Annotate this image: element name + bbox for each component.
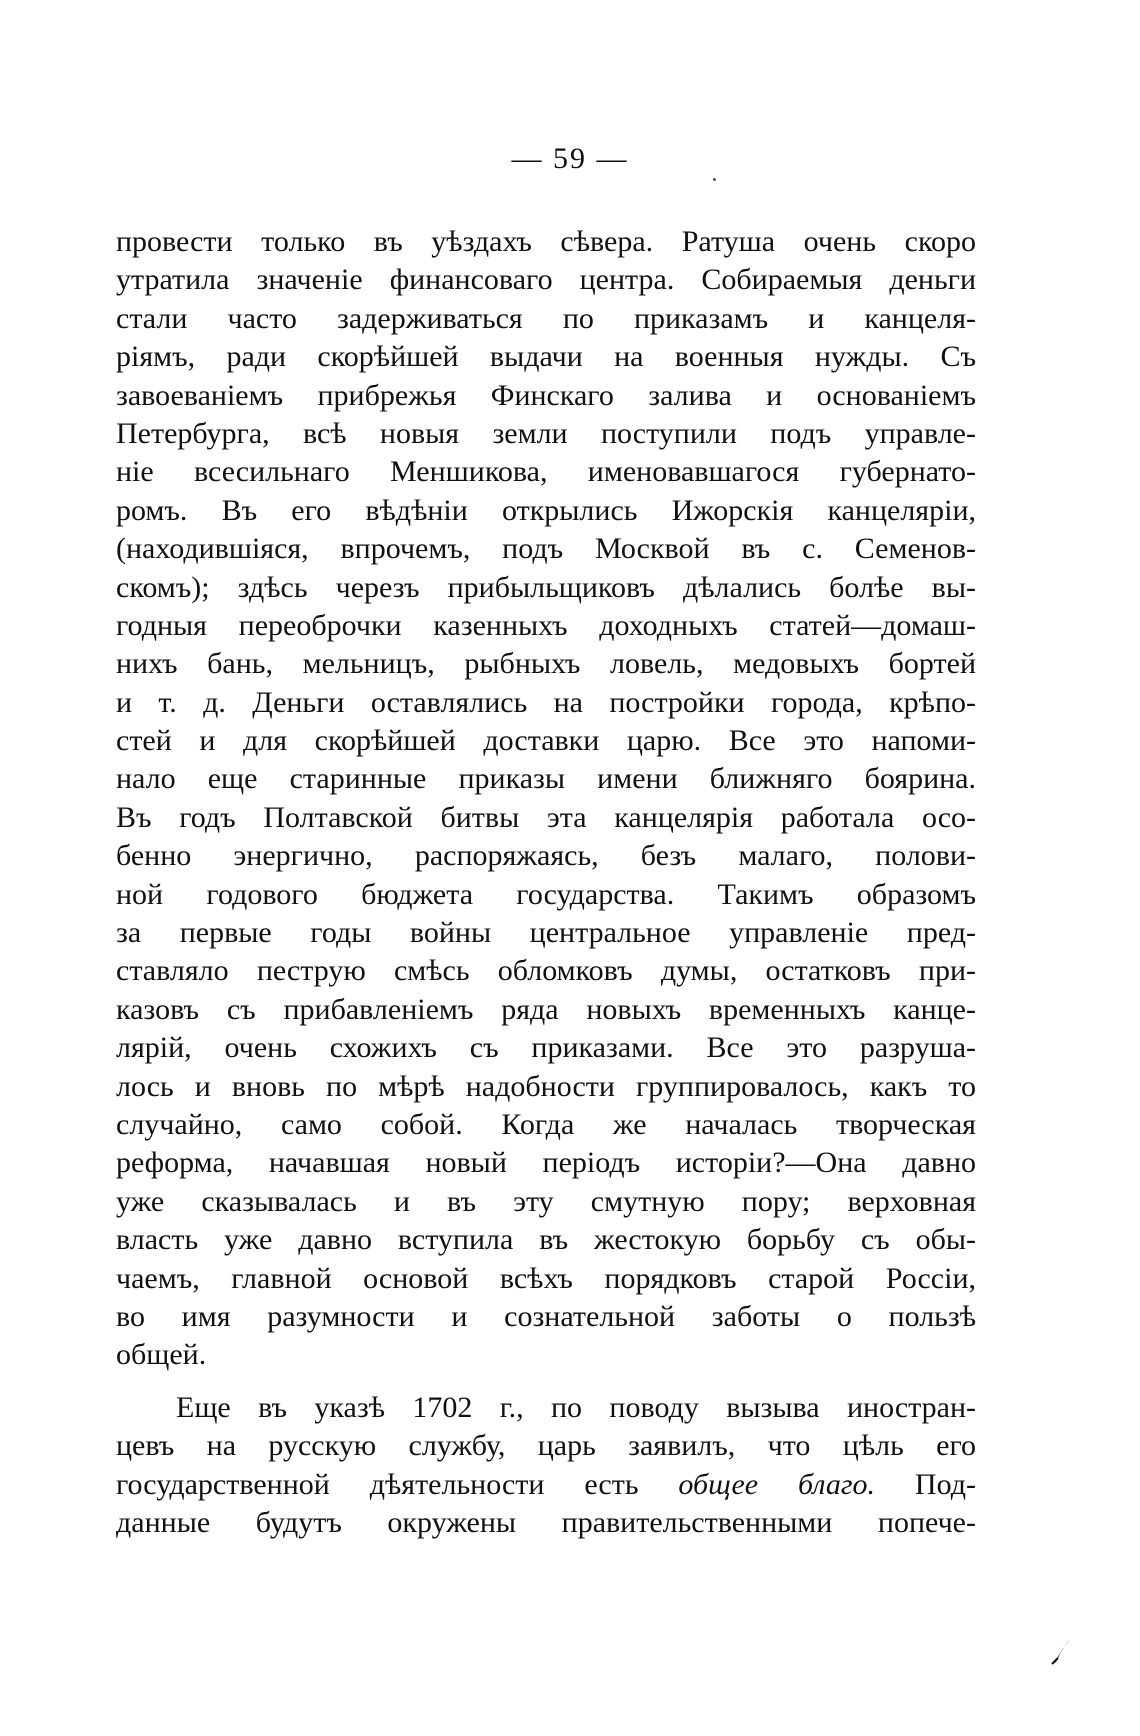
text-line: Петербурга, всѣ новыя земли поступили подъ управле- <box>116 416 976 450</box>
text-line: скомъ); здѣсь черезъ прибыльщиковъ дѣлались болѣе вы- <box>116 570 976 604</box>
text-line: ставляло пеструю смѣсь обломковъ думы, остатковъ при- <box>116 954 976 988</box>
text-line: годныя переоброчки казенныхъ доходныхъ статей—домаш- <box>116 608 976 642</box>
text-line: общей. <box>116 1338 207 1372</box>
text-line: Въ годъ Полтавской битвы эта канцелярія работала осо- <box>116 800 976 834</box>
text-line: цевъ на русскую службу, царь заявилъ, что цѣль его <box>116 1429 976 1463</box>
paragraph-1 <box>116 223 976 1375</box>
text-line: ромъ. Въ его вѣдѣніи открылись Ижорскія канцеляріи, <box>116 493 976 527</box>
text-line: казовъ съ прибавленіемъ ряда новыхъ временныхъ канце- <box>116 992 976 1026</box>
text-line: провести только въ уѣздахъ сѣвера. Ратуша очень скоро <box>116 225 976 258</box>
paragraph-gap <box>116 1375 976 1389</box>
speck-mark <box>713 178 716 181</box>
paragraph-2 <box>116 1389 976 1543</box>
pen-mark-icon <box>1050 1636 1072 1666</box>
body-text <box>116 223 976 1542</box>
text-line: уже сказывалась и въ эту смутную пору; верховная <box>116 1184 976 1218</box>
text-line: власть уже давно вступила въ жестокую борьбу съ обы- <box>116 1223 976 1257</box>
text-line: нало еще старинные приказы имени ближняго боярина. <box>116 762 976 796</box>
text-line: случайно, само собой. Когда же началась творческая <box>116 1107 976 1141</box>
text-line: лярій, очень схожихъ съ приказами. Все это разруша- <box>116 1031 976 1065</box>
text-line: бенно энергично, распоряжаясь, безъ малаго, полови- <box>116 839 976 873</box>
text-line <box>116 1466 976 1504</box>
text-line: лось и вновь по мѣрѣ надобности группировалось, какъ то <box>116 1069 976 1103</box>
text-line: ріямъ, ради скорѣйшей выдачи на военныя нужды. Съ <box>116 340 976 374</box>
text-line: завоеваніемъ прибрежья Финскаго залива и основаніемъ <box>116 378 976 412</box>
italic-phrase: общее благо. <box>678 1467 876 1501</box>
text-line: стей и для скорѣйшей доставки царю. Все это напоми- <box>116 724 976 758</box>
text-line: утратила значеніе финансоваго центра. Собираемыя деньги <box>116 263 976 297</box>
text-span: государственной дѣятельности есть <box>116 1467 679 1501</box>
text-line: ніе всесильнаго Меншикова, именовавшагося губернато- <box>116 455 976 489</box>
text-line: ной годового бюджета государства. Такимъ образомъ <box>116 877 976 911</box>
text-span: Под- <box>875 1467 976 1501</box>
text-line: чаемъ, главной основой всѣхъ порядковъ старой Россіи, <box>116 1261 976 1295</box>
text-line: и т. д. Деньги оставлялись на постройки города, крѣпо- <box>116 685 976 719</box>
text-line: во имя разумности и сознательной заботы о пользѣ <box>116 1299 976 1333</box>
text-line: реформа, начавшая новый періодъ исторіи?—Она давно <box>116 1146 976 1180</box>
text-line: нихъ бань, мельницъ, рыбныхъ ловель, медовыхъ бортей <box>116 647 976 681</box>
text-line: стали часто задерживаться по приказамъ и канцеля- <box>116 301 976 335</box>
text-line: (находившіяся, впрочемъ, подъ Москвой въ с. Семенов- <box>116 532 976 566</box>
text-line: данные будутъ окружены правительственными попече- <box>116 1505 976 1539</box>
page-number: — 59 — <box>511 142 629 175</box>
text-line: Еще въ указѣ 1702 г., по поводу вызыва иностран- <box>176 1390 976 1424</box>
text-line: за первые годы войны центральное управленіе пред- <box>116 916 976 950</box>
